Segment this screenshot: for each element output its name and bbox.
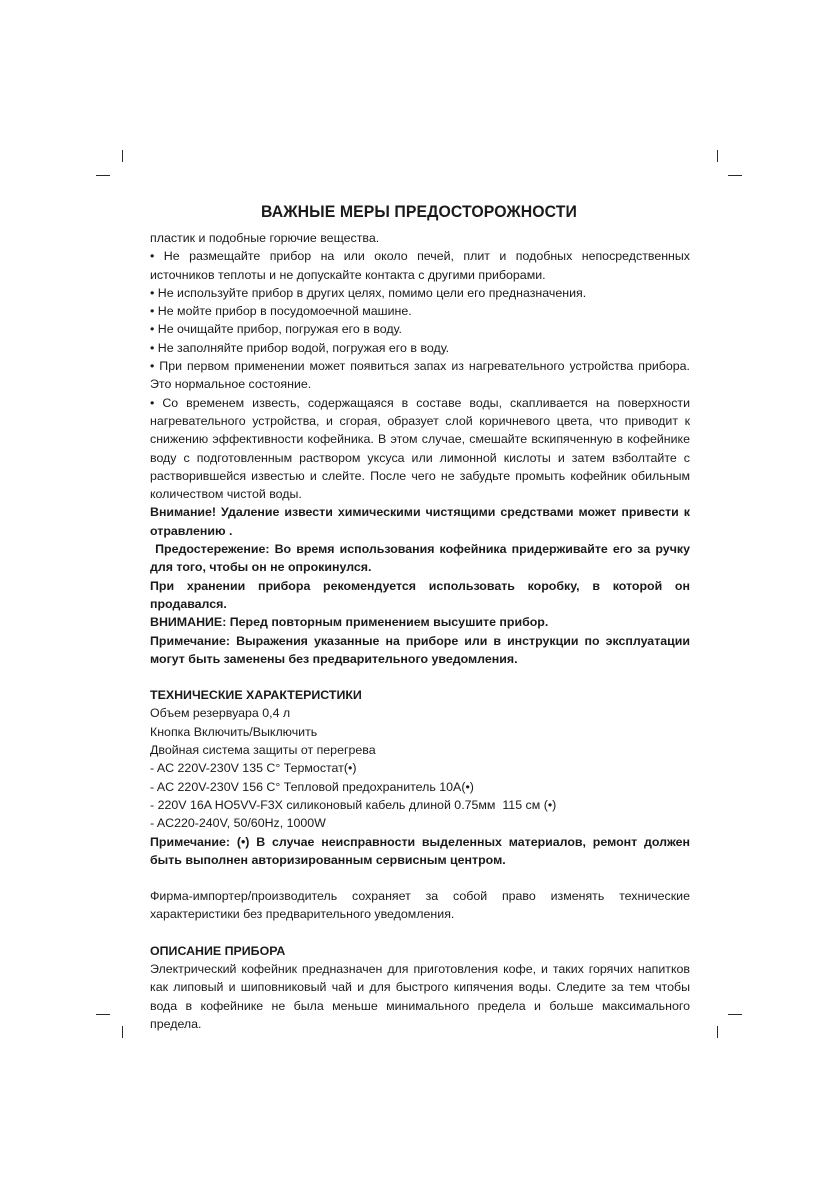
safety-line: • Со временем известь, содержащаяся в составе воды, скапливается на поверхности нагревательного устройства, и сгорая, образует слой коричневого цвета, что приводит к снижению эффективности кофейника. В этом случае, смешайте вскипяченную в кофейнике воду с подготовленным раствором уксуса или лимонной кислоты и затем взболтайте с растворившейся известью и слейте. После чего не забудьте промыть кофейник обильным количеством чистой воды. — [150, 395, 690, 502]
description-heading: ОПИСАНИЕ ПРИБОРА — [150, 943, 286, 958]
note-line: Примечание: Выражения указанные на приборе или в инструкции по эксплуатации могут быть заменены без предварительного уведомления. — [150, 633, 690, 666]
manufacturer-note: Фирма-импортер/производитель сохраняет за собой право изменять технические характеристики без предварительного уведомления. — [150, 889, 690, 922]
spec-line: - AC 220V-230V 135 C° Термостат(•) — [150, 761, 357, 776]
caution-line: Предостережение: Во время использования кофейника придерживайте его за ручку для того, чтобы он не опрокинулся. — [150, 542, 694, 575]
warning-line: Внимание! Удаление извести химическими чистящими средствами может привести к отравлению . — [150, 505, 690, 538]
crop-mark-top-right-vertical — [717, 150, 718, 162]
storage-line: При хранении прибора рекомендуется использовать коробку, в которой он продавался. — [150, 578, 690, 611]
specs-heading: ТЕХНИЧЕСКИЕ ХАРАКТЕРИСТИКИ — [150, 688, 362, 703]
spec-line: Двойная система защиты от перегрева — [150, 743, 376, 758]
page-title: ВАЖНЫЕ МЕРЫ ПРЕДОСТОРОЖНОСТИ — [261, 202, 577, 221]
spec-line: - 220V 16A HO5VV-F3X силиконовый кабель длиной 0.75мм 115 см (•) — [150, 797, 557, 812]
spec-line: - AC 220V-230V 156 C° Тепловой предохранитель 10A(•) — [150, 779, 474, 794]
safety-line: • Не мойте прибор в посудомоечной машине. — [150, 304, 412, 319]
spec-line: - AC220-240V, 50/60Hz, 1000W — [150, 816, 326, 831]
crop-mark-bottom-right-horizontal — [728, 1014, 742, 1015]
description-text: Электрический кофейник предназначен для приготовления кофе, и таких горячих напитков как липовый и шиповниковый чай и для быстрого кипячения воды. Следите за тем чтобы вода в кофейнике не была меньше минимального предела и больше максимального предела. — [150, 961, 690, 1031]
document-body — [150, 229, 694, 1033]
safety-line: • Не заполняйте прибор водой, погружая его в воду. — [150, 340, 450, 355]
crop-mark-bottom-left-vertical — [122, 1026, 123, 1038]
safety-line: пластик и подобные горючие вещества. — [150, 231, 380, 245]
crop-mark-top-right-horizontal — [728, 175, 742, 176]
crop-mark-bottom-right-vertical — [717, 1026, 718, 1038]
specs-note: Примечание: (•) В случае неисправности выделенных материалов, ремонт должен быть выполнен авторизированным сервисным центром. — [150, 834, 690, 867]
safety-line: • Не очищайте прибор, погружая его в воду. — [150, 322, 402, 337]
spec-line: Объем резервуара 0,4 л — [150, 706, 291, 721]
safety-line: • Не размещайте прибор на или около печей, плит и подобных непосредственных источников теплоты и не допускайте контакта с другими приборами. — [150, 249, 690, 282]
crop-mark-bottom-left-horizontal — [96, 1014, 110, 1015]
crop-mark-top-left-horizontal — [96, 175, 110, 176]
safety-line: • При первом применении может появиться запах из нагревательного устройства прибора. Это нормальное состояние. — [150, 359, 690, 392]
crop-mark-top-left-vertical — [122, 150, 123, 162]
safety-line: • Не используйте прибор в других целях, помимо цели его предназначения. — [150, 285, 587, 300]
spec-line: Кнопка Включить/Выключить — [150, 724, 318, 739]
attention-line: ВНИМАНИЕ: Перед повторным применением высушите прибор. — [150, 615, 549, 630]
